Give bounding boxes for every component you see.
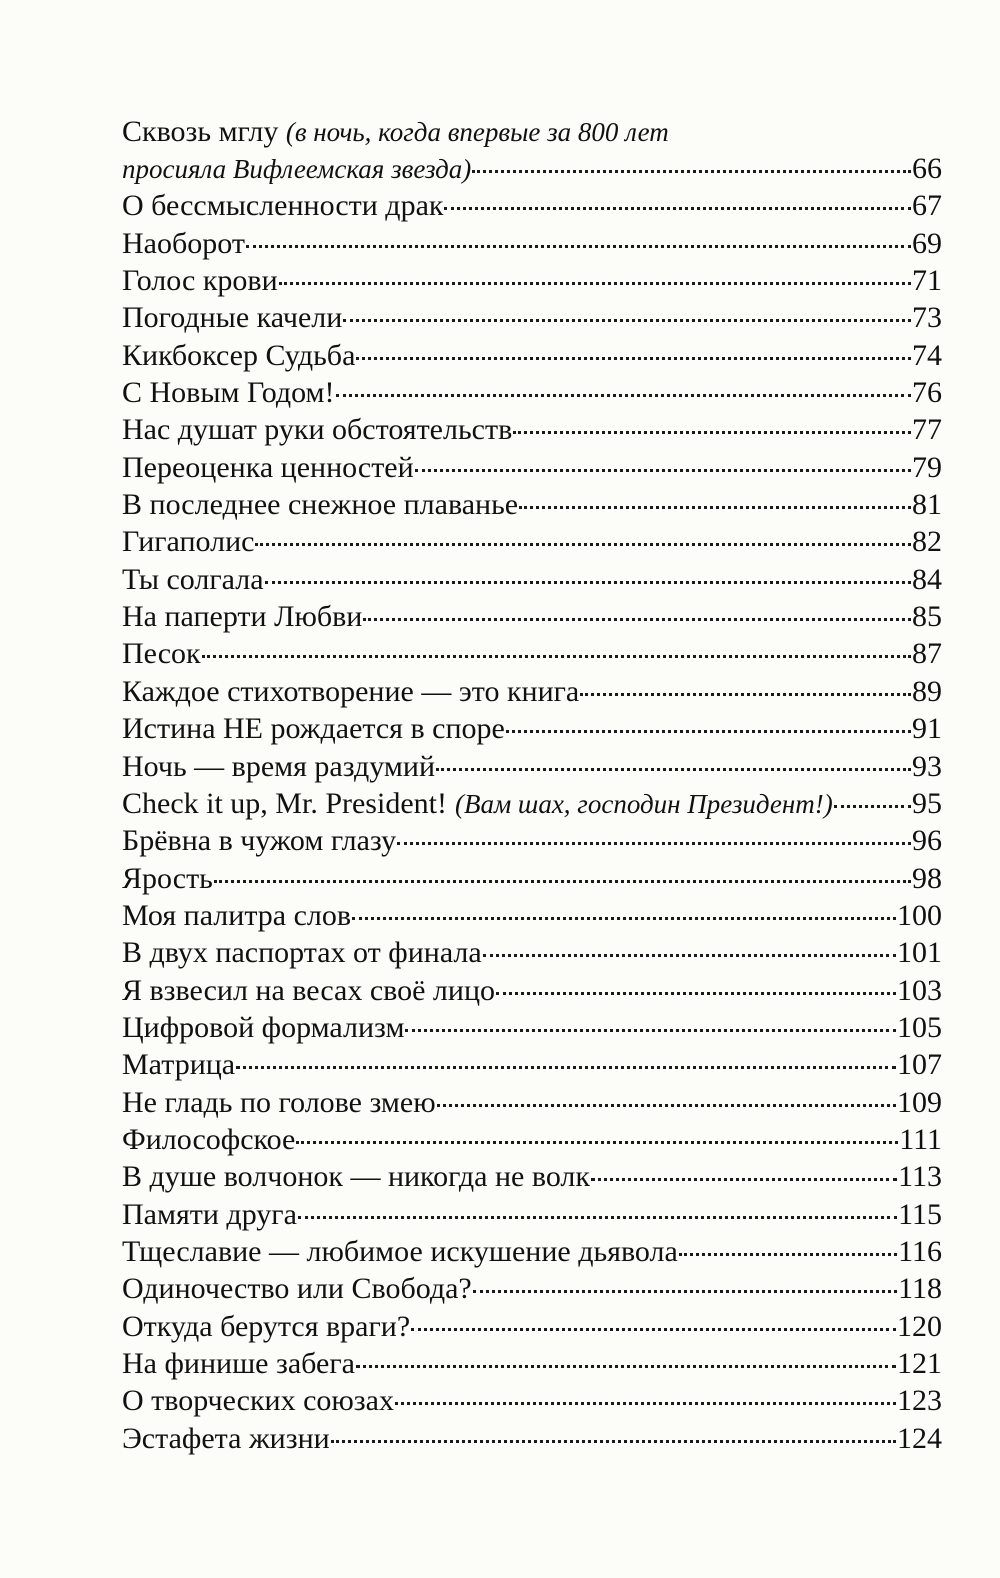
toc-entry-title: Кикбоксер Судьба — [122, 338, 356, 372]
toc-entry — [122, 860, 942, 897]
dot-leader — [395, 1402, 896, 1405]
toc-entry — [122, 1233, 942, 1270]
dot-leader — [513, 431, 911, 434]
dot-leader — [331, 1440, 896, 1443]
dot-leader — [472, 170, 911, 173]
toc-entry — [122, 374, 942, 411]
toc-entry-subtitle: (в ночь, когда впервые за 800 лет — [285, 117, 669, 147]
toc-page-number: 96 — [912, 824, 942, 858]
toc-entry-title: О творческих союзах — [122, 1384, 394, 1418]
toc-entry — [122, 1196, 942, 1233]
toc-entry-title: В душе волчонок — никогда не волк — [122, 1160, 590, 1194]
toc-entry-title: О бессмысленности драк — [122, 189, 444, 223]
dot-leader — [363, 618, 911, 621]
dot-leader — [246, 245, 911, 248]
toc-page-number: 69 — [912, 226, 942, 260]
toc-page-number: 79 — [912, 450, 942, 484]
toc-page-number: 123 — [897, 1384, 942, 1418]
toc-page-number: 73 — [912, 301, 942, 335]
toc-entry — [122, 822, 942, 859]
toc-entry — [122, 972, 942, 1009]
toc-page-number: 124 — [897, 1421, 942, 1455]
toc-entry-title: Я взвесил на весах своё лицо — [122, 973, 496, 1007]
toc-entry-title: Тщеславие — любимое искушение дьявола — [122, 1234, 678, 1268]
dot-leader — [343, 319, 911, 322]
toc-page-number: 81 — [912, 488, 942, 522]
toc-page-number: 67 — [912, 189, 942, 223]
toc-page-number: 74 — [912, 338, 942, 372]
dot-leader — [473, 1290, 897, 1293]
toc-page-number: 111 — [899, 1122, 942, 1156]
dot-leader — [265, 581, 911, 584]
toc-entry-title: С Новым Годом! — [122, 376, 335, 410]
dot-leader — [506, 730, 911, 733]
table-of-contents — [122, 114, 942, 1457]
toc-page-number: 85 — [912, 600, 942, 634]
toc-entry — [122, 1009, 942, 1046]
toc-entry-title: Наоборот — [122, 226, 245, 260]
toc-page-number: 118 — [898, 1272, 942, 1306]
toc-entry-title: Песок — [122, 637, 201, 671]
toc-entry — [122, 411, 942, 448]
dot-leader — [405, 1029, 896, 1032]
toc-entry-title: Истина НЕ рождается в споре — [122, 712, 505, 746]
dot-leader — [298, 1216, 897, 1219]
toc-page-number: 84 — [912, 562, 942, 596]
toc-entry — [122, 1158, 942, 1195]
toc-entry — [122, 1420, 942, 1457]
toc-entry — [122, 262, 942, 299]
dot-leader — [444, 207, 911, 210]
toc-page-number: 107 — [897, 1048, 942, 1082]
dot-leader — [679, 1253, 897, 1256]
toc-entry — [122, 523, 942, 560]
toc-entry-title: Одиночество или Свобода? — [122, 1272, 472, 1306]
toc-entry-title: Матрица — [122, 1048, 236, 1082]
toc-entry — [122, 299, 942, 336]
toc-entry — [122, 337, 942, 374]
dot-leader — [255, 543, 911, 546]
dot-leader — [411, 1328, 896, 1331]
toc-entry-title: В последнее снежное плаванье — [122, 488, 519, 522]
toc-entry-title: Ночь — время раздумий — [122, 749, 436, 783]
toc-entry-title: Ярость — [122, 861, 213, 895]
toc-entry — [122, 225, 942, 262]
toc-entry — [122, 1382, 942, 1419]
toc-entry-title: Гигаполис — [122, 525, 255, 559]
toc-entry — [122, 561, 942, 598]
toc-entry-title: Философское — [122, 1122, 296, 1156]
toc-page-number: 115 — [898, 1197, 942, 1231]
toc-page-number: 93 — [912, 749, 942, 783]
toc-page-number: 98 — [912, 861, 942, 895]
toc-entry — [122, 1121, 942, 1158]
dot-leader — [356, 1365, 896, 1368]
toc-entry-title: Не гладь по голове змею — [122, 1085, 436, 1119]
dot-leader — [356, 357, 911, 360]
dot-leader — [496, 992, 896, 995]
dot-leader — [436, 768, 911, 771]
dot-leader — [397, 842, 911, 845]
toc-entry-subtitle: (Вам шах, господин Президент!) — [454, 788, 833, 819]
toc-entry-title: Сквозь мглу — [122, 115, 279, 148]
dot-leader — [519, 506, 911, 509]
toc-entry — [122, 1345, 942, 1382]
toc-page-number: 109 — [897, 1085, 942, 1119]
dot-leader — [437, 1104, 896, 1107]
toc-entry-title: На финише забега — [122, 1347, 355, 1380]
dot-leader — [336, 394, 912, 397]
toc-page-number: 87 — [912, 637, 942, 671]
toc-entry — [122, 897, 942, 934]
dot-leader — [202, 655, 911, 658]
toc-entry-title: На паперти Любви — [122, 600, 363, 634]
toc-page-number: 121 — [897, 1347, 942, 1380]
toc-page-number: 103 — [897, 973, 942, 1007]
toc-entry — [122, 673, 942, 710]
dot-leader — [580, 693, 911, 696]
toc-entry-title: Памяти друга — [122, 1197, 297, 1231]
toc-entry — [122, 748, 942, 785]
dot-leader — [279, 282, 911, 285]
toc-entry — [122, 635, 942, 672]
toc-entry-title: Цифровой формализм — [122, 1010, 405, 1044]
toc-page-number: 91 — [912, 712, 942, 746]
toc-entry-title: Нас душат руки обстоятельств — [122, 413, 513, 447]
toc-entry-title: Откуда берутся враги? — [122, 1309, 411, 1343]
toc-entry-title: Эстафета жизни — [122, 1421, 330, 1455]
toc-entries — [122, 187, 942, 1457]
toc-entry — [122, 1046, 942, 1083]
dot-leader — [834, 805, 911, 808]
toc-page-number: 101 — [897, 936, 942, 970]
dot-leader — [483, 954, 896, 957]
toc-entry — [122, 1308, 942, 1345]
dot-leader — [415, 469, 911, 472]
toc-page-number: 66 — [912, 152, 942, 185]
dot-leader — [352, 917, 896, 920]
toc-entry-title: Голос крови — [122, 264, 278, 298]
toc-page-number: 105 — [897, 1010, 942, 1044]
toc-entry-title: В двух паспортах от финала — [122, 936, 482, 970]
toc-page-number: 76 — [912, 376, 942, 410]
toc-page-number: 82 — [912, 525, 942, 559]
toc-entry-title: Переоценка ценностей — [122, 450, 414, 484]
toc-entry-title: Каждое стихотворение — это книга — [122, 674, 580, 708]
toc-entry — [122, 934, 942, 971]
toc-page-number: 113 — [898, 1160, 942, 1194]
toc-page-number: 100 — [897, 898, 942, 932]
toc-entry — [122, 710, 942, 747]
toc-entry — [122, 187, 942, 224]
toc-entry — [122, 1270, 942, 1307]
toc-entry-subtitle: просияла Вифлеемская звезда) — [122, 154, 472, 184]
toc-entry-title: Погодные качели — [122, 301, 343, 335]
toc-entry — [122, 598, 942, 635]
toc-entry-first-line — [122, 114, 942, 150]
toc-entry-title: Ты солгала — [122, 562, 264, 596]
toc-entry — [122, 1084, 942, 1121]
toc-entry-title: Брёвна в чужом глазу — [122, 824, 397, 858]
toc-page-number: 95 — [912, 786, 942, 820]
toc-page-number: 89 — [912, 674, 942, 708]
toc-page-number: 120 — [897, 1309, 942, 1343]
dot-leader — [236, 1066, 896, 1069]
toc-entry — [122, 150, 942, 187]
toc-page-number: 116 — [898, 1234, 942, 1268]
toc-entry — [122, 486, 942, 523]
toc-entry-title: Check it up, Mr. President! — [122, 786, 447, 820]
toc-entry — [122, 449, 942, 486]
toc-entry — [122, 785, 942, 822]
dot-leader — [214, 880, 911, 883]
toc-page-number: 77 — [912, 413, 942, 447]
toc-entry-title: Моя палитра слов — [122, 898, 352, 932]
dot-leader — [591, 1178, 897, 1181]
dot-leader — [296, 1141, 898, 1144]
toc-page-number: 71 — [912, 264, 942, 298]
